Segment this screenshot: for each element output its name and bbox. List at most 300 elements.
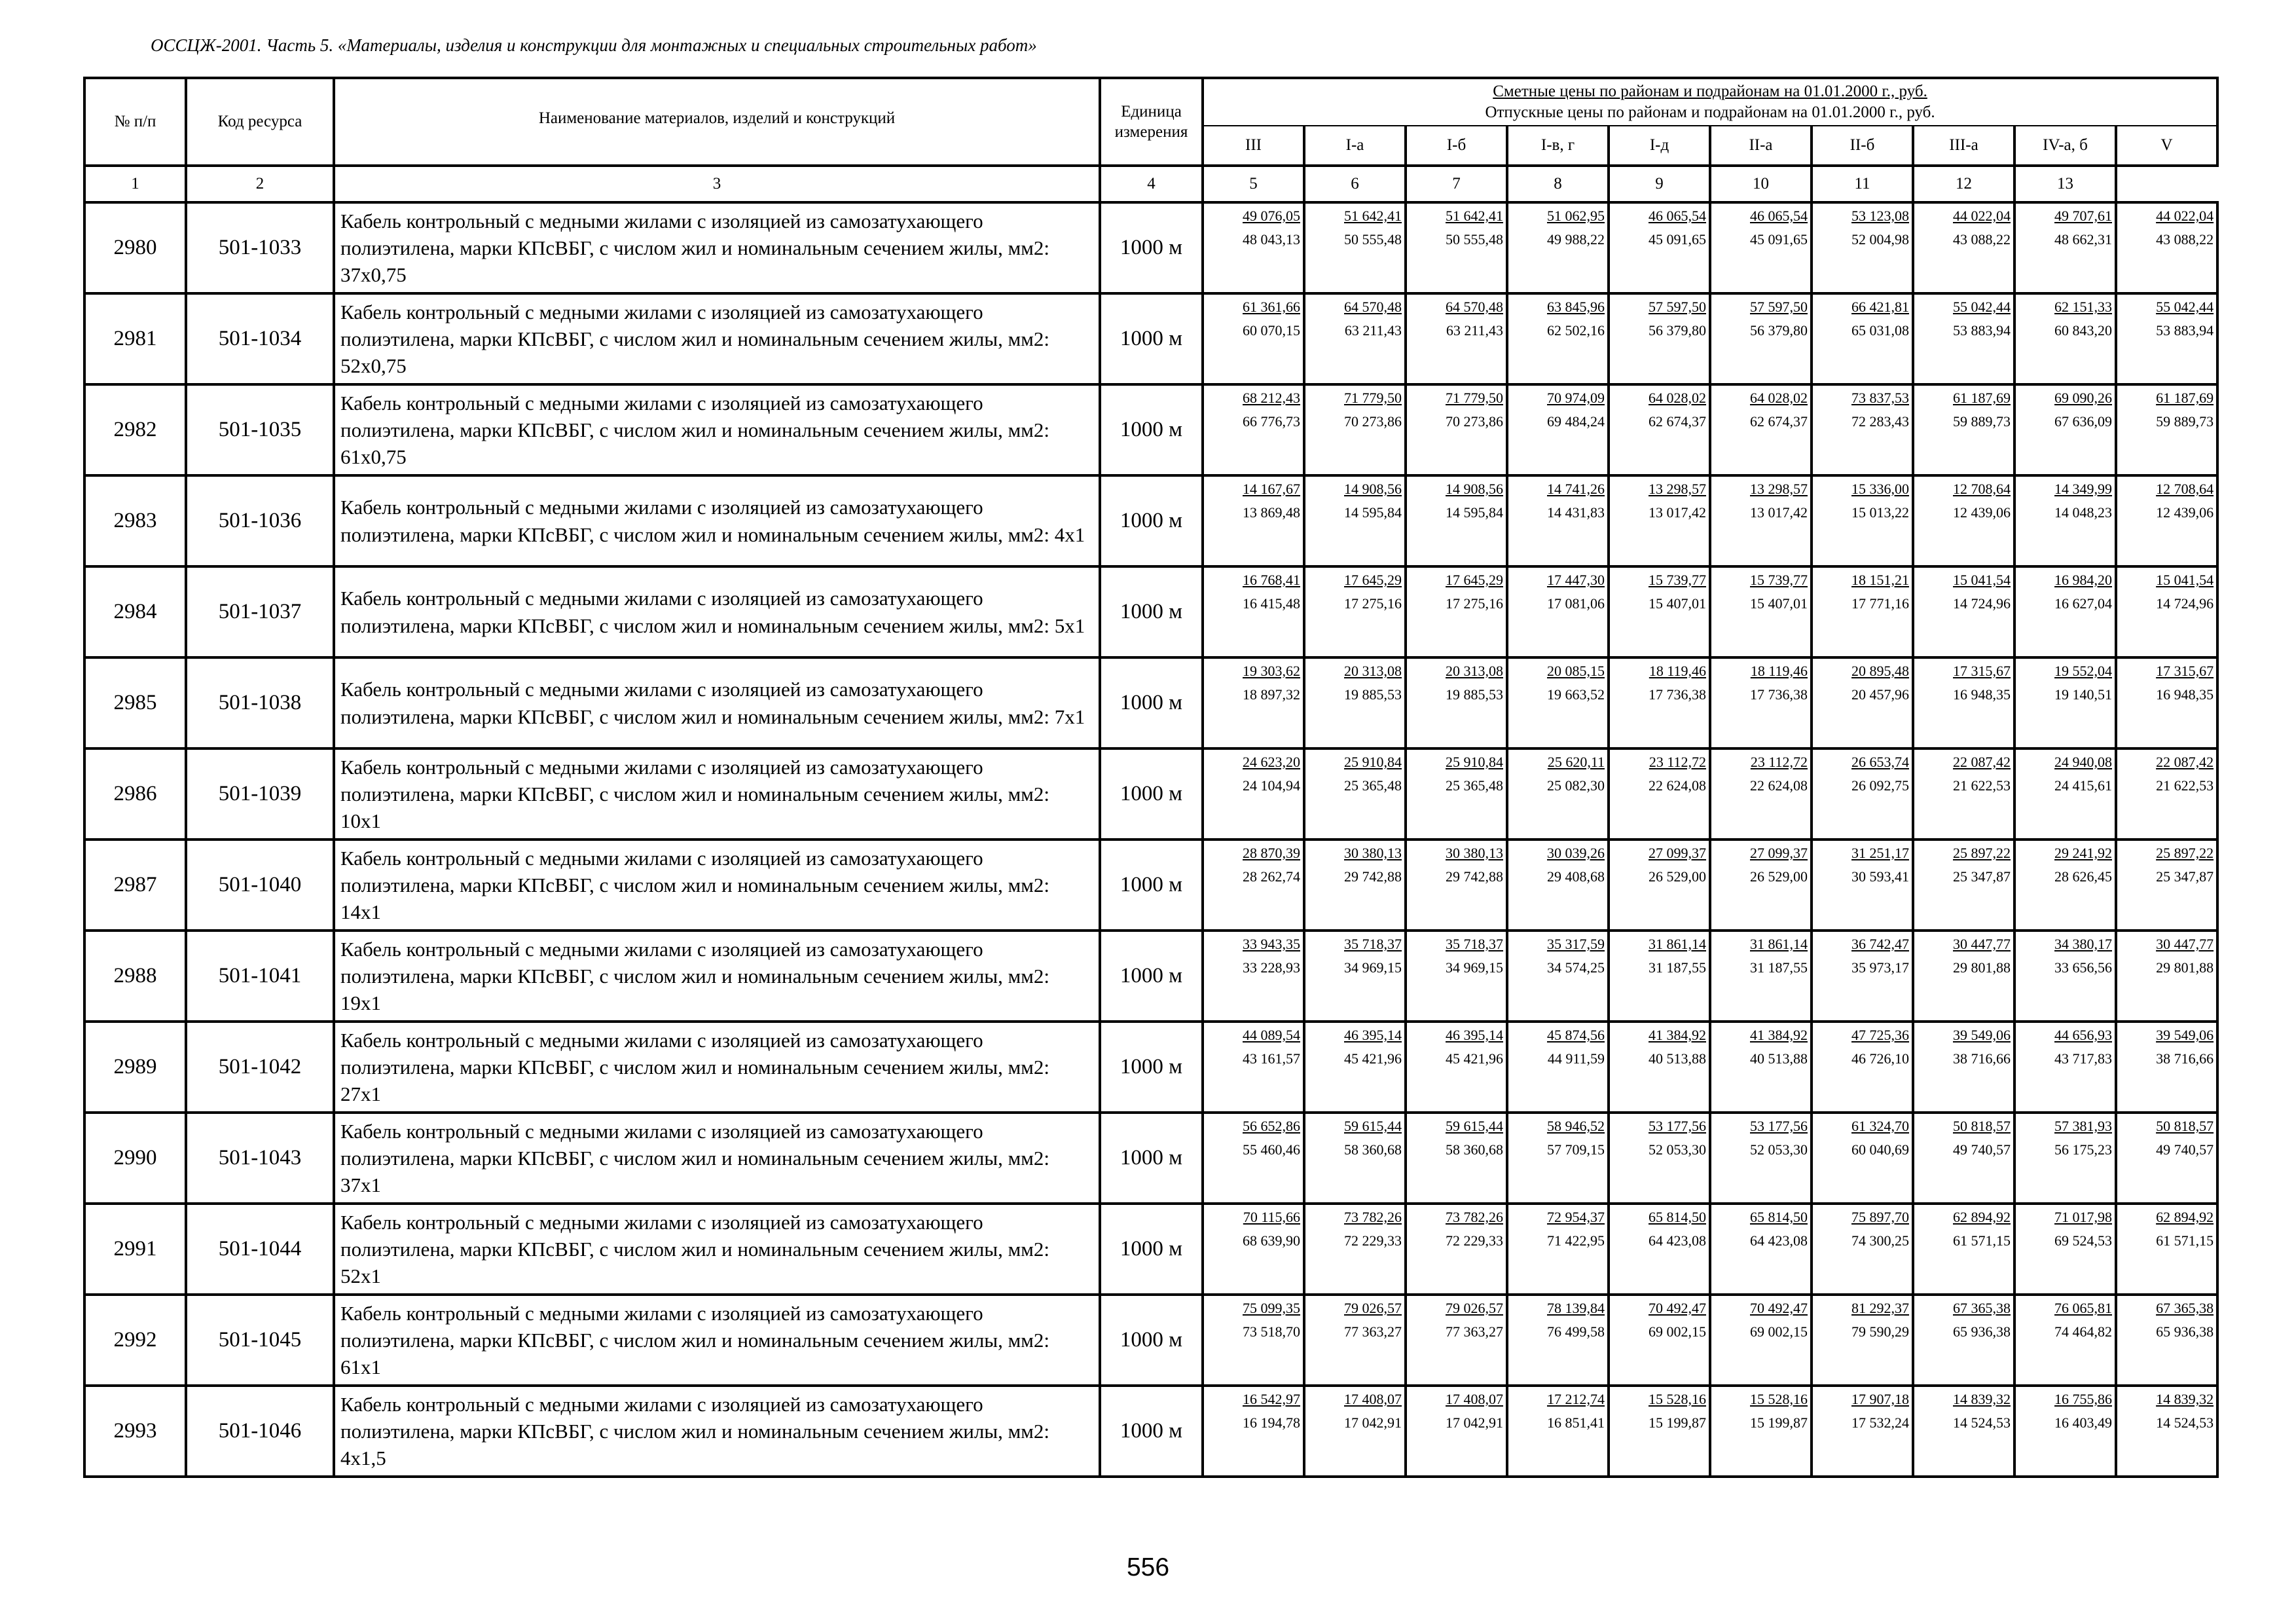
price-cell bbox=[1203, 202, 1304, 293]
release-price: 65 936,38 bbox=[2156, 1323, 2214, 1340]
row-number: 2991 bbox=[84, 1204, 186, 1295]
region-header: I-а bbox=[1304, 126, 1406, 166]
estimate-price: 16 542,97 bbox=[1243, 1391, 1300, 1407]
release-price: 15 199,87 bbox=[1649, 1414, 1706, 1431]
column-number: 7 bbox=[1406, 166, 1507, 202]
estimate-price: 19 552,04 bbox=[2054, 663, 2112, 679]
price-cell bbox=[1203, 1204, 1304, 1295]
table-row bbox=[84, 931, 2217, 1022]
release-price: 77 363,27 bbox=[1344, 1323, 1402, 1340]
price-cell bbox=[2116, 1113, 2217, 1204]
estimate-price: 14 908,56 bbox=[1344, 481, 1402, 497]
material-name: Кабель контрольный с медными жилами с изоляцией из самозатухающего полиэтилена, марки КПсВБГ, с числом жил и номинальным сечением жилы, мм2: 52х0,75 bbox=[334, 293, 1100, 384]
row-number: 2990 bbox=[84, 1113, 186, 1204]
price-cell bbox=[1304, 1386, 1406, 1477]
estimate-price: 15 528,16 bbox=[1649, 1391, 1706, 1407]
release-price: 16 415,48 bbox=[1243, 595, 1300, 612]
price-cell bbox=[1203, 931, 1304, 1022]
release-price: 13 017,42 bbox=[1750, 504, 1808, 521]
price-cell bbox=[1406, 566, 1507, 657]
release-price: 25 347,87 bbox=[1953, 868, 2011, 885]
estimate-price: 15 528,16 bbox=[1750, 1391, 1808, 1407]
release-price: 43 088,22 bbox=[2156, 231, 2214, 248]
estimate-price: 49 076,05 bbox=[1243, 208, 1300, 224]
estimate-price: 14 349,99 bbox=[2054, 481, 2112, 497]
row-number: 2989 bbox=[84, 1022, 186, 1113]
column-number: 3 bbox=[334, 166, 1100, 202]
estimate-price: 50 818,57 bbox=[1953, 1118, 2011, 1134]
release-price: 49 740,57 bbox=[2156, 1141, 2214, 1158]
release-price: 66 776,73 bbox=[1243, 413, 1300, 430]
estimate-price: 55 042,44 bbox=[2156, 299, 2214, 315]
release-price: 29 742,88 bbox=[1446, 868, 1503, 885]
release-price: 17 042,91 bbox=[1344, 1414, 1402, 1431]
price-cell bbox=[2014, 1386, 2116, 1477]
column-number: 12 bbox=[1913, 166, 2014, 202]
release-price: 29 801,88 bbox=[2156, 959, 2214, 976]
release-price: 61 571,15 bbox=[1953, 1232, 2011, 1249]
column-number: 1 bbox=[84, 166, 186, 202]
release-price: 77 363,27 bbox=[1446, 1323, 1503, 1340]
estimate-price: 17 408,07 bbox=[1344, 1391, 1402, 1407]
estimate-price: 53 123,08 bbox=[1851, 208, 1909, 224]
release-price: 73 518,70 bbox=[1243, 1323, 1300, 1340]
price-cell bbox=[1812, 566, 1913, 657]
release-price: 69 002,15 bbox=[1649, 1323, 1706, 1340]
estimate-price: 35 718,37 bbox=[1446, 936, 1503, 952]
price-cell bbox=[2014, 840, 2116, 931]
estimate-price: 17 408,07 bbox=[1446, 1391, 1503, 1407]
estimate-price: 18 151,21 bbox=[1851, 572, 1909, 588]
price-cell bbox=[2116, 1022, 2217, 1113]
estimate-price: 73 782,26 bbox=[1344, 1209, 1402, 1225]
release-price: 52 004,98 bbox=[1851, 231, 1909, 248]
estimate-price: 73 782,26 bbox=[1446, 1209, 1503, 1225]
release-price: 19 885,53 bbox=[1344, 686, 1402, 703]
release-price: 60 070,15 bbox=[1243, 322, 1300, 339]
price-cell bbox=[1812, 384, 1913, 475]
row-number: 2993 bbox=[84, 1386, 186, 1477]
material-name: Кабель контрольный с медными жилами с изоляцией из самозатухающего полиэтилена, марки КПсВБГ, с числом жил и номинальным сечением жилы, мм2: 19х1 bbox=[334, 931, 1100, 1022]
price-cell bbox=[1304, 1295, 1406, 1386]
estimate-price: 62 894,92 bbox=[1953, 1209, 2011, 1225]
release-price: 19 140,51 bbox=[2054, 686, 2112, 703]
estimate-price: 65 814,50 bbox=[1649, 1209, 1706, 1225]
estimate-price: 67 365,38 bbox=[2156, 1300, 2214, 1316]
table-row bbox=[84, 293, 2217, 384]
price-cell bbox=[1710, 293, 1812, 384]
row-number: 2984 bbox=[84, 566, 186, 657]
release-price: 26 529,00 bbox=[1750, 868, 1808, 885]
estimate-price: 41 384,92 bbox=[1649, 1027, 1706, 1043]
column-number: 11 bbox=[1812, 166, 1913, 202]
estimate-price: 14 839,32 bbox=[1953, 1391, 2011, 1407]
price-cell bbox=[1507, 1204, 1609, 1295]
estimate-price: 18 119,46 bbox=[1649, 663, 1706, 679]
estimate-price: 63 845,96 bbox=[1547, 299, 1605, 315]
price-cell bbox=[1406, 748, 1507, 840]
estimate-price: 25 910,84 bbox=[1344, 754, 1402, 770]
price-cell bbox=[1507, 475, 1609, 566]
region-header: III-а bbox=[1913, 126, 2014, 166]
estimate-price: 78 139,84 bbox=[1547, 1300, 1605, 1316]
price-cell bbox=[1812, 1113, 1913, 1204]
region-header: I-в, г bbox=[1507, 126, 1609, 166]
estimate-price: 75 099,35 bbox=[1243, 1300, 1300, 1316]
price-cell bbox=[1507, 840, 1609, 931]
release-price: 30 593,41 bbox=[1851, 868, 1909, 885]
price-cell bbox=[1710, 1022, 1812, 1113]
release-price: 15 013,22 bbox=[1851, 504, 1909, 521]
material-name: Кабель контрольный с медными жилами с изоляцией из самозатухающего полиэтилена, марки КПсВБГ, с числом жил и номинальным сечением жилы, мм2: 37х1 bbox=[334, 1113, 1100, 1204]
price-cell bbox=[2116, 657, 2217, 748]
price-cell bbox=[2116, 384, 2217, 475]
release-price: 15 407,01 bbox=[1649, 595, 1706, 612]
estimate-price: 14 908,56 bbox=[1446, 481, 1503, 497]
estimate-price: 70 492,47 bbox=[1750, 1300, 1808, 1316]
release-price: 69 524,53 bbox=[2054, 1232, 2112, 1249]
release-price: 31 187,55 bbox=[1750, 959, 1808, 976]
release-price: 55 460,46 bbox=[1243, 1141, 1300, 1158]
release-price: 40 513,88 bbox=[1750, 1050, 1808, 1067]
estimate-price: 33 943,35 bbox=[1243, 936, 1300, 952]
release-price: 59 889,73 bbox=[1953, 413, 2011, 430]
release-price: 62 674,37 bbox=[1750, 413, 1808, 430]
price-table bbox=[83, 77, 2219, 1478]
estimate-price: 25 620,11 bbox=[1547, 754, 1605, 770]
release-price: 35 973,17 bbox=[1851, 959, 1909, 976]
estimate-price: 46 065,54 bbox=[1750, 208, 1808, 224]
price-cell bbox=[2014, 657, 2116, 748]
estimate-price: 79 026,57 bbox=[1446, 1300, 1503, 1316]
estimate-price: 47 725,36 bbox=[1851, 1027, 1909, 1043]
table-row bbox=[84, 202, 2217, 293]
resource-code: 501-1036 bbox=[186, 475, 334, 566]
release-price: 45 091,65 bbox=[1750, 231, 1808, 248]
release-price: 74 300,25 bbox=[1851, 1232, 1909, 1249]
release-price: 34 969,15 bbox=[1446, 959, 1503, 976]
release-price: 14 724,96 bbox=[1953, 595, 2011, 612]
release-price: 19 885,53 bbox=[1446, 686, 1503, 703]
price-cell bbox=[1913, 748, 2014, 840]
column-number: 2 bbox=[186, 166, 334, 202]
price-cell bbox=[2014, 566, 2116, 657]
unit-cell: 1000 м bbox=[1100, 1113, 1203, 1204]
estimate-price: 72 954,37 bbox=[1547, 1209, 1605, 1225]
release-price: 28 262,74 bbox=[1243, 868, 1300, 885]
estimate-price: 19 303,62 bbox=[1243, 663, 1300, 679]
estimate-price: 12 708,64 bbox=[2156, 481, 2214, 497]
estimate-price: 70 974,09 bbox=[1547, 390, 1605, 406]
column-number-row bbox=[84, 166, 2217, 202]
estimate-price: 30 380,13 bbox=[1446, 845, 1503, 861]
release-price: 29 742,88 bbox=[1344, 868, 1402, 885]
price-cell bbox=[1406, 1295, 1507, 1386]
estimate-price: 16 755,86 bbox=[2054, 1391, 2112, 1407]
estimate-price: 71 779,50 bbox=[1446, 390, 1503, 406]
price-cell bbox=[1710, 475, 1812, 566]
price-cell bbox=[2014, 1295, 2116, 1386]
estimate-price: 17 212,74 bbox=[1547, 1391, 1605, 1407]
release-price: 65 031,08 bbox=[1851, 322, 1909, 339]
material-name: Кабель контрольный с медными жилами с изоляцией из самозатухающего полиэтилена, марки КПсВБГ, с числом жил и номинальным сечением жилы, мм2: 61х1 bbox=[334, 1295, 1100, 1386]
price-cell bbox=[1507, 931, 1609, 1022]
estimate-price: 24 940,08 bbox=[2054, 754, 2112, 770]
price-cell bbox=[1609, 657, 1710, 748]
estimate-price: 30 447,77 bbox=[2156, 936, 2214, 952]
estimate-price: 20 313,08 bbox=[1446, 663, 1503, 679]
estimate-price: 45 874,56 bbox=[1547, 1027, 1605, 1043]
estimate-price: 71 017,98 bbox=[2054, 1209, 2112, 1225]
price-cell bbox=[1710, 657, 1812, 748]
resource-code: 501-1045 bbox=[186, 1295, 334, 1386]
price-cell bbox=[1812, 293, 1913, 384]
unit-cell: 1000 м bbox=[1100, 657, 1203, 748]
resource-code: 501-1042 bbox=[186, 1022, 334, 1113]
unit-cell: 1000 м bbox=[1100, 931, 1203, 1022]
release-price: 21 622,53 bbox=[1953, 777, 2011, 794]
table-row bbox=[84, 1204, 2217, 1295]
page-number: 556 bbox=[1126, 1553, 1170, 1581]
price-cell bbox=[1304, 931, 1406, 1022]
release-price: 43 161,57 bbox=[1243, 1050, 1300, 1067]
resource-code: 501-1035 bbox=[186, 384, 334, 475]
release-price: 17 042,91 bbox=[1446, 1414, 1503, 1431]
estimate-price: 35 317,59 bbox=[1547, 936, 1605, 952]
table-row bbox=[84, 1386, 2217, 1477]
price-cell bbox=[1812, 1295, 1913, 1386]
estimate-price: 61 361,66 bbox=[1243, 299, 1300, 315]
estimate-price: 61 187,69 bbox=[1953, 390, 2011, 406]
release-price: 53 883,94 bbox=[1953, 322, 2011, 339]
release-price: 50 555,48 bbox=[1446, 231, 1503, 248]
price-cell bbox=[1812, 1204, 1913, 1295]
release-price: 15 407,01 bbox=[1750, 595, 1808, 612]
estimate-price: 23 112,72 bbox=[1750, 754, 1808, 770]
estimate-price: 39 549,06 bbox=[1953, 1027, 2011, 1043]
price-cell bbox=[2116, 1295, 2217, 1386]
price-cell bbox=[1710, 840, 1812, 931]
col-header-code: Код ресурса bbox=[186, 78, 334, 166]
column-number: 9 bbox=[1609, 166, 1710, 202]
estimate-price: 16 768,41 bbox=[1243, 572, 1300, 588]
price-cell bbox=[1609, 748, 1710, 840]
price-cell bbox=[1609, 293, 1710, 384]
row-number: 2981 bbox=[84, 293, 186, 384]
release-price: 70 273,86 bbox=[1344, 413, 1402, 430]
unit-cell: 1000 м bbox=[1100, 384, 1203, 475]
table-row bbox=[84, 1295, 2217, 1386]
release-price: 48 662,31 bbox=[2054, 231, 2112, 248]
estimate-price: 67 365,38 bbox=[1953, 1300, 2011, 1316]
column-number: 13 bbox=[2014, 166, 2116, 202]
release-price: 65 936,38 bbox=[1953, 1323, 2011, 1340]
estimate-price: 59 615,44 bbox=[1446, 1118, 1503, 1134]
release-price: 14 724,96 bbox=[2156, 595, 2214, 612]
release-price: 24 415,61 bbox=[2054, 777, 2112, 794]
release-price: 22 624,08 bbox=[1649, 777, 1706, 794]
release-price: 45 421,96 bbox=[1344, 1050, 1402, 1067]
estimate-price: 31 861,14 bbox=[1649, 936, 1706, 952]
price-cell bbox=[1203, 384, 1304, 475]
estimate-price: 22 087,42 bbox=[1953, 754, 2011, 770]
estimate-price: 30 447,77 bbox=[1953, 936, 2011, 952]
material-name: Кабель контрольный с медными жилами с изоляцией из самозатухающего полиэтилена, марки КПсВБГ, с числом жил и номинальным сечением жилы, мм2: 27х1 bbox=[334, 1022, 1100, 1113]
price-cell bbox=[1609, 1113, 1710, 1204]
estimate-price: 25 897,22 bbox=[2156, 845, 2214, 861]
release-price: 69 002,15 bbox=[1750, 1323, 1808, 1340]
release-price: 63 211,43 bbox=[1344, 322, 1402, 339]
estimate-price: 17 645,29 bbox=[1344, 572, 1402, 588]
price-cell bbox=[1507, 202, 1609, 293]
resource-code: 501-1044 bbox=[186, 1204, 334, 1295]
estimate-price: 53 177,56 bbox=[1649, 1118, 1706, 1134]
material-name: Кабель контрольный с медными жилами с изоляцией из самозатухающего полиэтилена, марки КПсВБГ, с числом жил и номинальным сечением жилы, мм2: 4х1 bbox=[334, 475, 1100, 566]
price-cell bbox=[1812, 748, 1913, 840]
price-cell bbox=[1406, 1113, 1507, 1204]
material-name: Кабель контрольный с медными жилами с изоляцией из самозатухающего полиэтилена, марки КПсВБГ, с числом жил и номинальным сечением жилы, мм2: 61х0,75 bbox=[334, 384, 1100, 475]
price-cell bbox=[1203, 1295, 1304, 1386]
release-price: 76 499,58 bbox=[1547, 1323, 1605, 1340]
release-price: 64 423,08 bbox=[1649, 1232, 1706, 1249]
material-name: Кабель контрольный с медными жилами с изоляцией из самозатухающего полиэтилена, марки КПсВБГ, с числом жил и номинальным сечением жилы, мм2: 4х1,5 bbox=[334, 1386, 1100, 1477]
estimate-price: 50 818,57 bbox=[2156, 1118, 2214, 1134]
estimate-price: 24 623,20 bbox=[1243, 754, 1300, 770]
price-cell bbox=[1710, 1295, 1812, 1386]
price-cell bbox=[1609, 1386, 1710, 1477]
estimate-price: 46 395,14 bbox=[1344, 1027, 1402, 1043]
price-cell bbox=[1812, 202, 1913, 293]
price-cell bbox=[1203, 1113, 1304, 1204]
price-cell bbox=[2014, 202, 2116, 293]
release-price: 17 532,24 bbox=[1851, 1414, 1909, 1431]
release-price: 16 627,04 bbox=[2054, 595, 2112, 612]
estimate-price: 81 292,37 bbox=[1851, 1300, 1909, 1316]
release-price: 46 726,10 bbox=[1851, 1050, 1909, 1067]
estimate-price: 64 570,48 bbox=[1446, 299, 1503, 315]
price-cell bbox=[2014, 1113, 2116, 1204]
release-price: 13 017,42 bbox=[1649, 504, 1706, 521]
release-price: 26 092,75 bbox=[1851, 777, 1909, 794]
estimate-price: 25 897,22 bbox=[1953, 845, 2011, 861]
resource-code: 501-1038 bbox=[186, 657, 334, 748]
price-cell bbox=[1609, 475, 1710, 566]
price-cell bbox=[2116, 293, 2217, 384]
price-cell bbox=[1406, 1386, 1507, 1477]
release-price: 64 423,08 bbox=[1750, 1232, 1808, 1249]
price-cell bbox=[1406, 1204, 1507, 1295]
release-price: 43 717,83 bbox=[2054, 1050, 2112, 1067]
region-header: I-д bbox=[1609, 126, 1710, 166]
resource-code: 501-1046 bbox=[186, 1386, 334, 1477]
column-number: 5 bbox=[1203, 166, 1304, 202]
estimate-price: 62 894,92 bbox=[2156, 1209, 2214, 1225]
release-price: 17 736,38 bbox=[1649, 686, 1706, 703]
column-number: 8 bbox=[1507, 166, 1609, 202]
price-cell bbox=[1507, 566, 1609, 657]
release-price: 22 624,08 bbox=[1750, 777, 1808, 794]
table-body bbox=[84, 202, 2217, 1477]
release-price: 26 529,00 bbox=[1649, 868, 1706, 885]
release-price: 68 639,90 bbox=[1243, 1232, 1300, 1249]
material-name: Кабель контрольный с медными жилами с изоляцией из самозатухающего полиэтилена, марки КПсВБГ, с числом жил и номинальным сечением жилы, мм2: 14х1 bbox=[334, 840, 1100, 931]
material-name: Кабель контрольный с медными жилами с изоляцией из самозатухающего полиэтилена, марки КПсВБГ, с числом жил и номинальным сечением жилы, мм2: 37х0,75 bbox=[334, 202, 1100, 293]
estimate-price: 44 089,54 bbox=[1243, 1027, 1300, 1043]
price-cell bbox=[1304, 1204, 1406, 1295]
estimate-price: 53 177,56 bbox=[1750, 1118, 1808, 1134]
estimate-price: 70 492,47 bbox=[1649, 1300, 1706, 1316]
release-price: 50 555,48 bbox=[1344, 231, 1402, 248]
price-cell bbox=[1507, 1386, 1609, 1477]
estimate-price: 14 741,26 bbox=[1547, 481, 1605, 497]
release-price: 28 626,45 bbox=[2054, 868, 2112, 885]
release-price: 24 104,94 bbox=[1243, 777, 1300, 794]
price-cell bbox=[1609, 1204, 1710, 1295]
price-cell bbox=[1304, 202, 1406, 293]
price-cell bbox=[2116, 475, 2217, 566]
resource-code: 501-1037 bbox=[186, 566, 334, 657]
release-price: 34 969,15 bbox=[1344, 959, 1402, 976]
estimate-price: 71 779,50 bbox=[1344, 390, 1402, 406]
estimate-price: 17 315,67 bbox=[2156, 663, 2214, 679]
price-cell bbox=[1710, 931, 1812, 1022]
row-number: 2988 bbox=[84, 931, 186, 1022]
release-price: 45 421,96 bbox=[1446, 1050, 1503, 1067]
estimate-price: 35 718,37 bbox=[1344, 936, 1402, 952]
release-price: 18 897,32 bbox=[1243, 686, 1300, 703]
release-price: 52 053,30 bbox=[1649, 1141, 1706, 1158]
price-cell bbox=[1609, 1295, 1710, 1386]
price-cell bbox=[1406, 384, 1507, 475]
estimate-price: 57 381,93 bbox=[2054, 1118, 2112, 1134]
estimate-price: 28 870,39 bbox=[1243, 845, 1300, 861]
resource-code: 501-1043 bbox=[186, 1113, 334, 1204]
estimate-price: 27 099,37 bbox=[1750, 845, 1808, 861]
material-name: Кабель контрольный с медными жилами с изоляцией из самозатухающего полиэтилена, марки КПсВБГ, с числом жил и номинальным сечением жилы, мм2: 10х1 bbox=[334, 748, 1100, 840]
estimate-price: 69 090,26 bbox=[2054, 390, 2112, 406]
price-cell bbox=[1304, 748, 1406, 840]
estimate-price: 76 065,81 bbox=[2054, 1300, 2112, 1316]
price-cell bbox=[2014, 931, 2116, 1022]
estimate-price: 20 085,15 bbox=[1547, 663, 1605, 679]
unit-cell: 1000 м bbox=[1100, 748, 1203, 840]
estimate-price: 22 087,42 bbox=[2156, 754, 2214, 770]
estimate-price: 70 115,66 bbox=[1243, 1209, 1300, 1225]
price-cell bbox=[1406, 293, 1507, 384]
price-cell bbox=[1710, 1386, 1812, 1477]
price-cell bbox=[1203, 1022, 1304, 1113]
row-number: 2992 bbox=[84, 1295, 186, 1386]
price-cell bbox=[1304, 657, 1406, 748]
estimate-price: 17 645,29 bbox=[1446, 572, 1503, 588]
release-price: 52 053,30 bbox=[1750, 1141, 1808, 1158]
release-price: 14 595,84 bbox=[1344, 504, 1402, 521]
release-price: 62 502,16 bbox=[1547, 322, 1605, 339]
estimate-price: 15 739,77 bbox=[1649, 572, 1706, 588]
price-cell bbox=[1406, 475, 1507, 566]
release-price: 60 843,20 bbox=[2054, 322, 2112, 339]
price-title-smet: Сметные цены по районам и подрайонам на 01.01.2000 г., руб. bbox=[1493, 82, 1927, 100]
material-name: Кабель контрольный с медными жилами с изоляцией из самозатухающего полиэтилена, марки КПсВБГ, с числом жил и номинальным сечением жилы, мм2: 5х1 bbox=[334, 566, 1100, 657]
release-price: 17 081,06 bbox=[1547, 595, 1605, 612]
price-cell bbox=[1507, 748, 1609, 840]
release-price: 16 403,49 bbox=[2054, 1414, 2112, 1431]
price-cell bbox=[1609, 840, 1710, 931]
release-price: 14 524,53 bbox=[1953, 1414, 2011, 1431]
estimate-price: 20 895,48 bbox=[1851, 663, 1909, 679]
region-header: III bbox=[1203, 126, 1304, 166]
price-cell bbox=[1406, 931, 1507, 1022]
